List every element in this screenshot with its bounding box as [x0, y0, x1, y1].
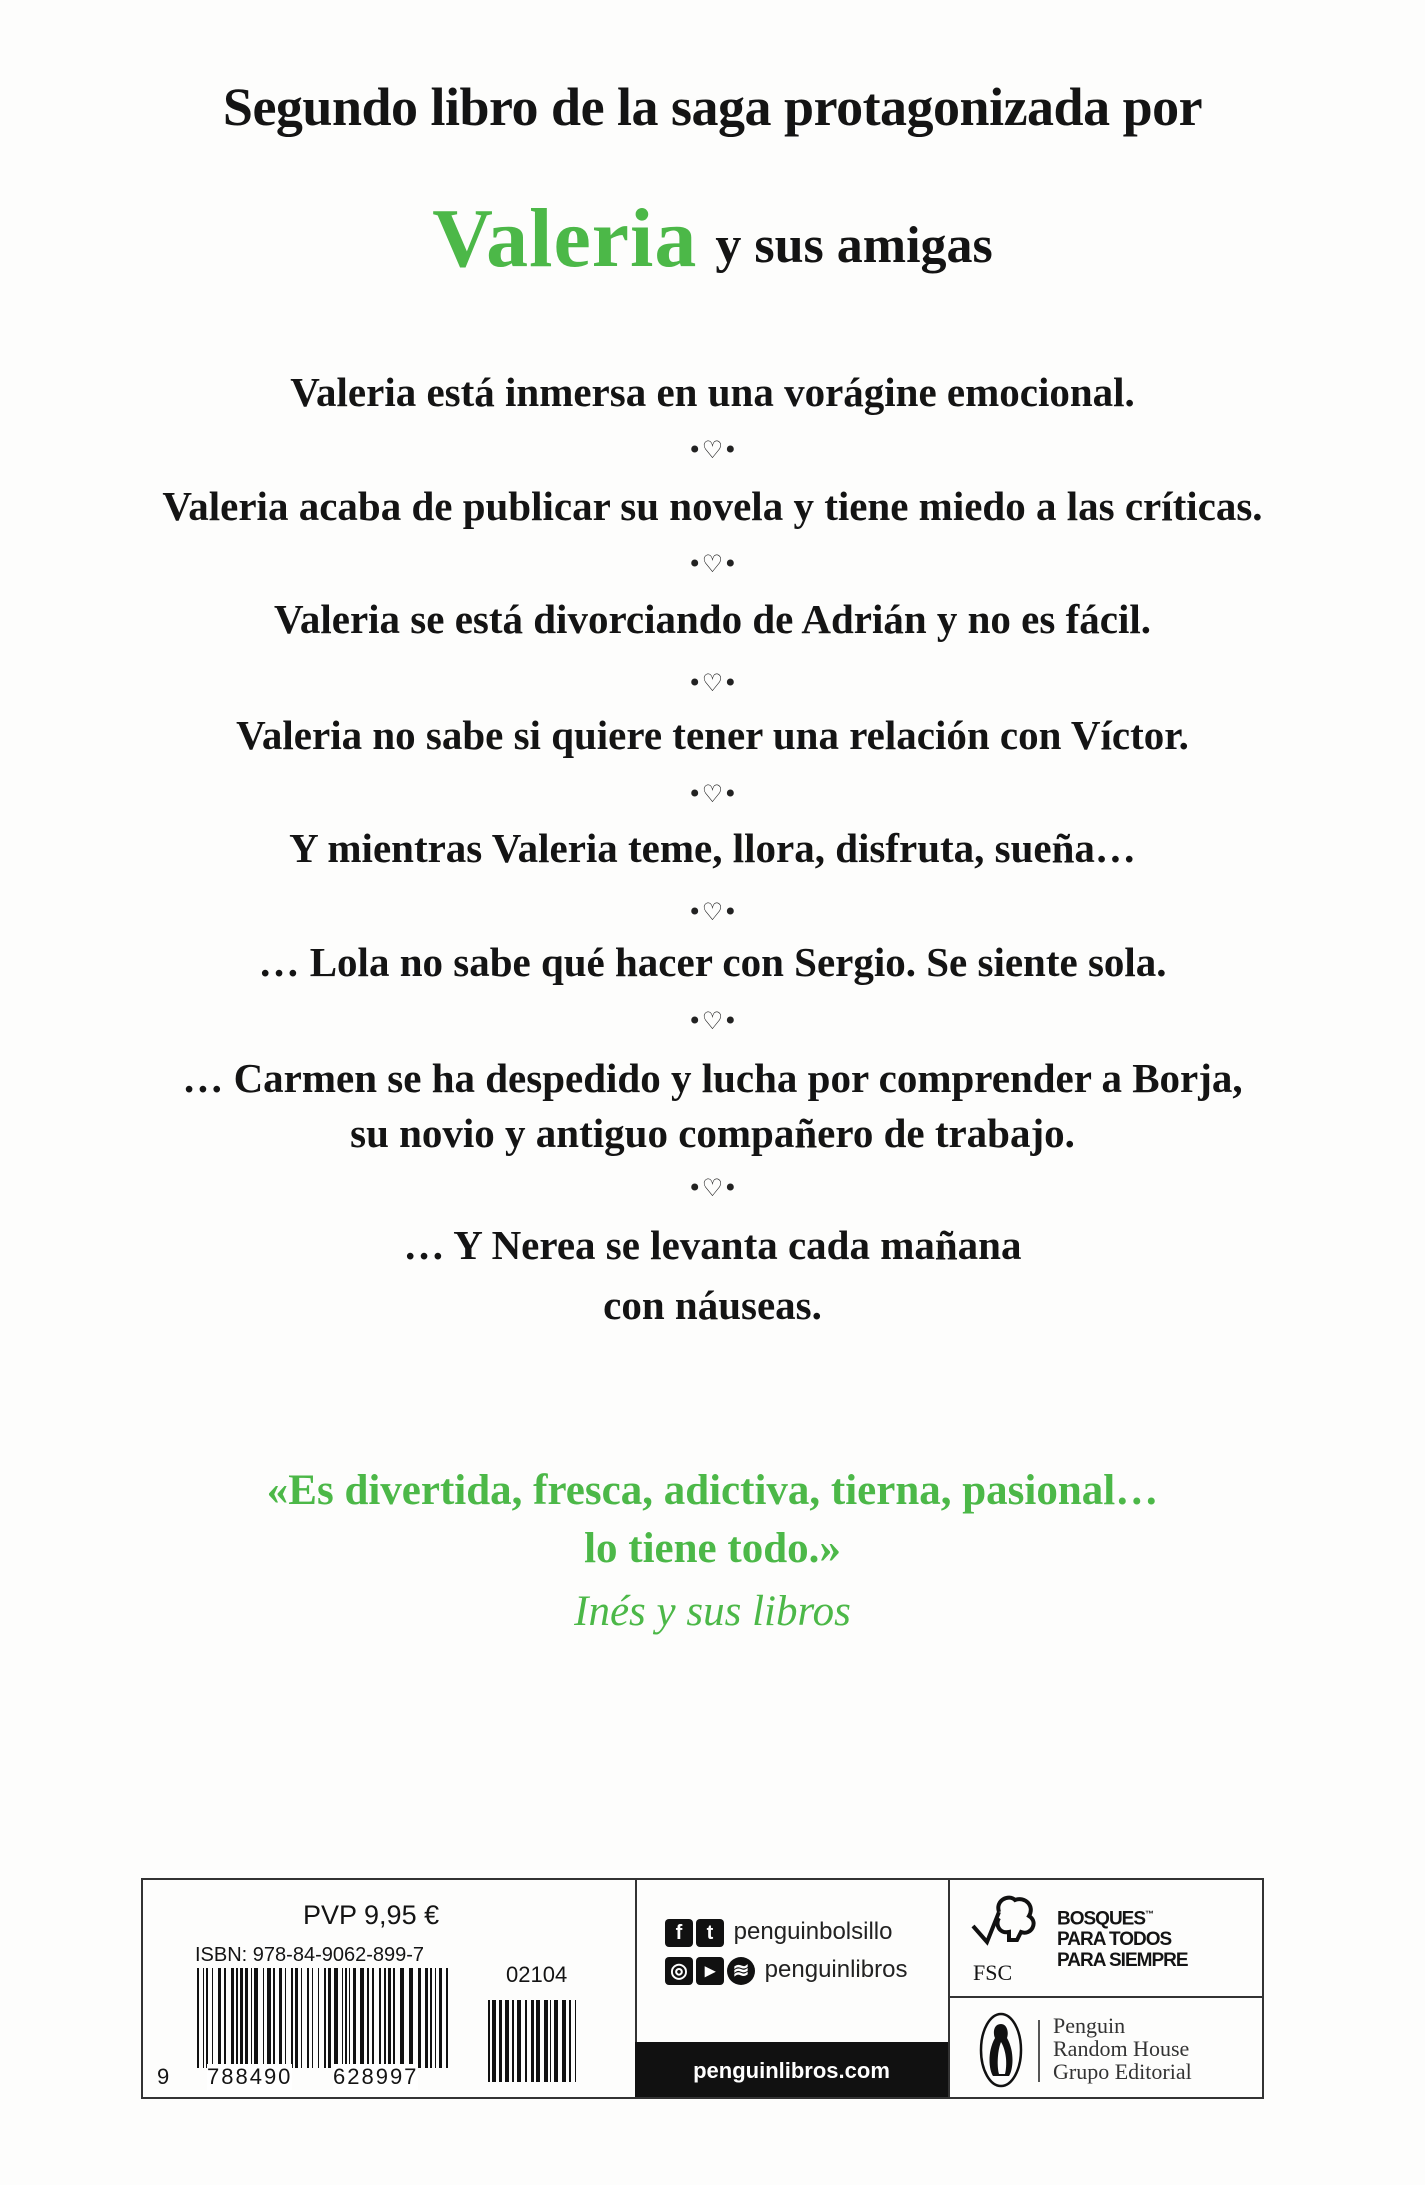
- social-handle: penguinlibros: [764, 1956, 908, 1983]
- barcode-bar: [224, 1968, 226, 2068]
- ornament-heart-icon: •♡•: [687, 550, 738, 578]
- ornament-heart-icon: •♡•: [687, 780, 738, 808]
- blurb-line: Valeria está inmersa en una vorágine emocional.: [290, 369, 1135, 415]
- fsc-slogan: BOSQUES™ PARA TODOS PARA SIEMPRE: [1057, 1908, 1188, 1972]
- barcode-bar: [562, 2000, 566, 2082]
- barcode-bar: [372, 1968, 374, 2068]
- barcode-bar: [360, 1968, 364, 2068]
- barcode-bar: [569, 2000, 571, 2082]
- barcode-bar: [285, 1968, 286, 2068]
- barcode-bar: [430, 1968, 432, 2068]
- barcode-bar: [206, 1968, 208, 2068]
- barcode-bar: [295, 1968, 298, 2068]
- barcode-bar: [203, 1968, 204, 2068]
- blurb-line: con náuseas.: [603, 1282, 822, 1328]
- barcode-bar: [446, 1968, 448, 2068]
- barcode-bar: [318, 1968, 319, 2068]
- ornament-heart-icon: •♡•: [687, 1174, 738, 1202]
- blurb-line: Y mientras Valeria teme, llora, disfruta, sueña…: [289, 825, 1136, 871]
- barcode-bar: [393, 1968, 395, 2068]
- barcode-bar: [425, 1968, 428, 2068]
- youtube-icon: ▸: [696, 1957, 724, 1985]
- barcode-info-box: [141, 1878, 1264, 2099]
- social-row-1: [665, 1918, 892, 1947]
- review-source: Inés y sus libros: [574, 1588, 851, 1635]
- barcode-bar: [212, 1968, 213, 2068]
- ornament-heart-icon: •♡•: [687, 436, 738, 464]
- barcode-bar: [342, 1968, 343, 2068]
- series-subheading: [0, 190, 1425, 287]
- barcode-bar: [197, 1968, 199, 2068]
- barcode-bar: [517, 2000, 521, 2082]
- barcode-bar: [367, 1968, 369, 2068]
- barcode-bar: [388, 1968, 391, 2068]
- isbn: ISBN: 978-84-9062-899-7: [195, 1944, 425, 1966]
- barcode-bar: [488, 2000, 490, 2082]
- barcode-bar: [379, 1968, 381, 2068]
- barcode-bar: [544, 2000, 548, 2082]
- barcode-bar: [279, 1968, 282, 2068]
- isbn-barcode: [197, 1968, 453, 2068]
- barcode-bar: [499, 2000, 502, 2082]
- barcode-bar: [301, 1968, 302, 2068]
- series-heading: Segundo libro de la saga protagonizada por: [222, 77, 1203, 137]
- barcode-bar: [353, 1968, 356, 2068]
- penguin-logo-icon: [979, 2012, 1023, 2088]
- blurb-line: Valeria se está divorciando de Adrián y no es fácil.: [274, 596, 1151, 642]
- addon-code: 02104: [506, 1962, 568, 1987]
- blurb-line: … Y Nerea se levanta cada mañana: [403, 1222, 1022, 1268]
- social-handle: penguinbolsillo: [733, 1918, 893, 1945]
- barcode-bar: [554, 2000, 558, 2082]
- barcode-bar: [334, 1968, 338, 2068]
- barcode-bar: [536, 2000, 540, 2082]
- barcode-bar: [384, 1968, 386, 2068]
- barcode-bar: [254, 1968, 258, 2068]
- blurb-line: … Lola no sabe qué hacer con Sergio. Se siente sola.: [258, 939, 1167, 985]
- barcode-bar: [531, 2000, 534, 2082]
- ean-digits: 788490: [207, 2064, 293, 2089]
- price: PVP 9,95 €: [303, 1900, 440, 1930]
- barcode-bar: [267, 1968, 271, 2068]
- ornament-heart-icon: •♡•: [687, 669, 738, 697]
- barcode-bar: [409, 1968, 413, 2068]
- social-row-2: [665, 1956, 907, 1985]
- subtitle: y sus amigas: [715, 217, 993, 274]
- barcode-bar: [251, 1968, 252, 2068]
- barcode-bar: [231, 1968, 234, 2068]
- ornament-heart-icon: •♡•: [687, 898, 738, 926]
- barcode-bar: [324, 1968, 326, 2068]
- barcode-bar: [328, 1968, 331, 2068]
- barcode-bar: [312, 1968, 313, 2068]
- fsc-tree-icon: [969, 1892, 1049, 1952]
- barcode-bar: [240, 1968, 243, 2068]
- barcode-bar: [418, 1968, 421, 2068]
- valeria-logo: Valeria: [432, 192, 698, 285]
- barcode-bar: [575, 2000, 576, 2082]
- barcode-bar: [550, 2000, 551, 2082]
- publisher-name: Penguin Random House Grupo Editorial: [1053, 2013, 1192, 2084]
- barcode-bar: [435, 1968, 436, 2068]
- barcode-bar: [439, 1968, 442, 2068]
- barcode-bar: [245, 1968, 248, 2068]
- blurb-line: su novio y antiguo compañero de trabajo.: [350, 1110, 1075, 1156]
- review-quote-line: «Es divertida, fresca, adictiva, tierna, pasional…: [266, 1467, 1159, 1514]
- barcode-bar: [236, 1968, 238, 2068]
- barcode-bar: [400, 1968, 404, 2068]
- ean-digit: 9: [157, 2064, 170, 2089]
- website-link[interactable]: penguinlibros.com: [635, 2042, 948, 2097]
- barcode-bar: [263, 1968, 264, 2068]
- ornament-heart-icon: •♡•: [687, 1007, 738, 1035]
- barcode-bar: [525, 2000, 527, 2082]
- ean-digits: 628997: [333, 2064, 419, 2089]
- review-quote-line: lo tiene todo.»: [584, 1525, 841, 1572]
- twitter-icon: t: [696, 1919, 724, 1947]
- barcode-bar: [307, 1968, 309, 2068]
- barcode-bar: [512, 2000, 514, 2082]
- blurb-line: Valeria acaba de publicar su novela y tiene miedo a las críticas.: [162, 483, 1263, 529]
- instagram-icon: ◎: [665, 1957, 693, 1985]
- spotify-icon: ≋: [727, 1957, 755, 1985]
- barcode-bar: [492, 2000, 496, 2082]
- barcode-bar: [345, 1968, 347, 2068]
- blurb-line: Valeria no sabe si quiere tener una relación con Víctor.: [236, 712, 1189, 758]
- barcode-bar: [273, 1968, 275, 2068]
- fsc-label: FSC: [973, 1960, 1013, 1985]
- barcode-bar: [291, 1968, 293, 2068]
- addon-barcode: [488, 2000, 578, 2082]
- facebook-icon: f: [665, 1919, 693, 1947]
- barcode-bar: [505, 2000, 509, 2082]
- barcode-bar: [218, 1968, 221, 2068]
- barcode-bar: [349, 1968, 350, 2068]
- blurb-line: … Carmen se ha despedido y lucha por comprender a Borja,: [182, 1055, 1243, 1101]
